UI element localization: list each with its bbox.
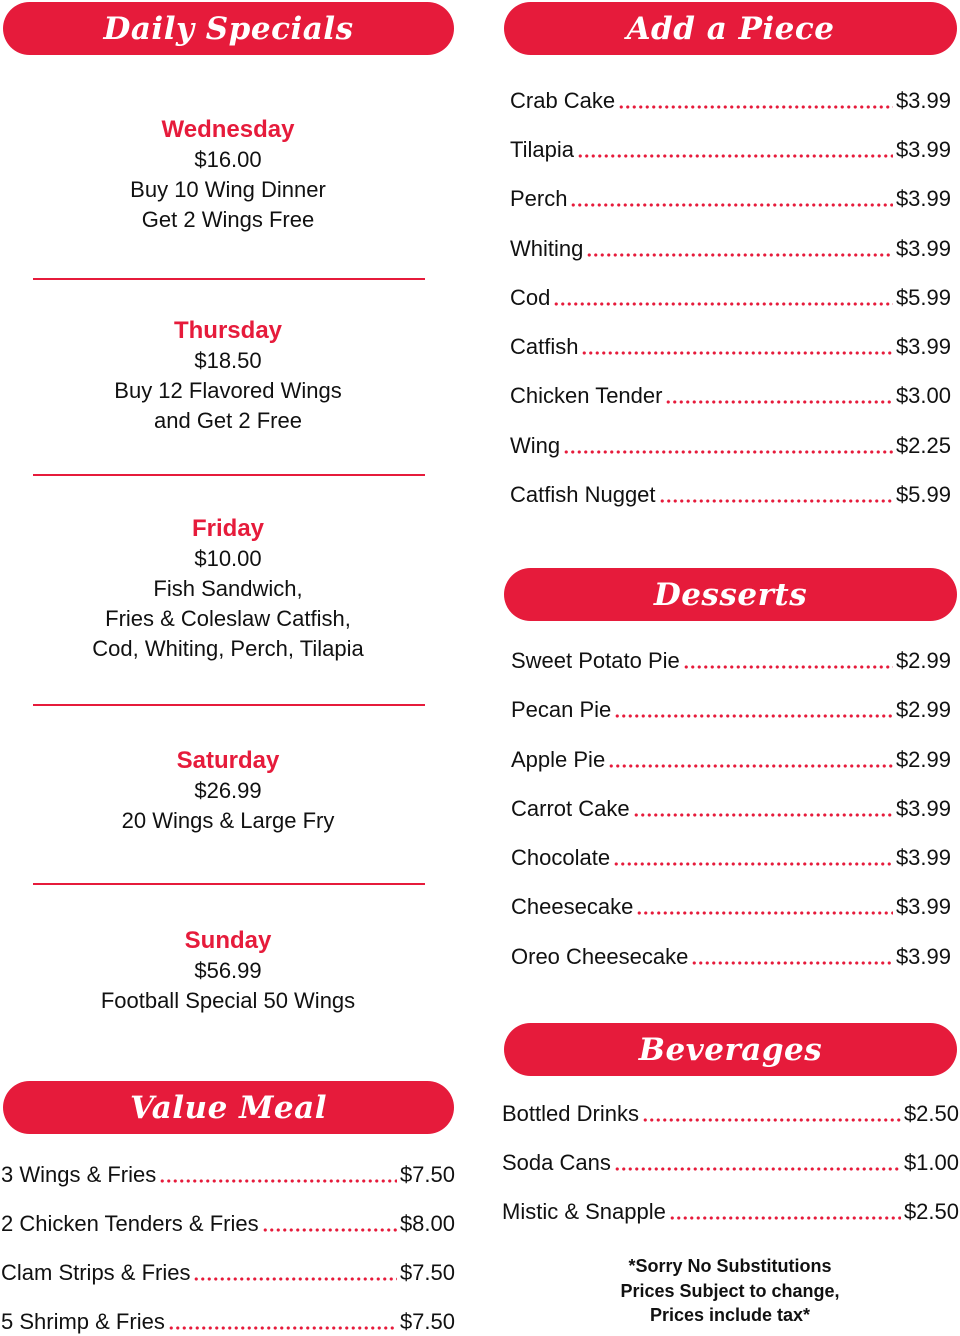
dot-leader: [683, 665, 893, 669]
special-description: Cod, Whiting, Perch, Tilapia: [92, 636, 364, 661]
special-wednesday: [20, 115, 436, 235]
dot-leader: [586, 253, 893, 257]
item-name: Bottled Drinks: [502, 1101, 639, 1126]
special-day: Wednesday: [161, 116, 295, 143]
item-name: 2 Chicken Tenders & Fries: [1, 1211, 259, 1236]
menu-item: [511, 841, 951, 871]
dot-leader: [577, 154, 893, 158]
item-price: $2.99: [895, 747, 951, 772]
item-name: Perch: [510, 186, 568, 211]
dot-leader: [608, 764, 893, 768]
item-name: Sweet Potato Pie: [511, 648, 680, 673]
menu-item: [1, 1158, 455, 1188]
special-day: Thursday: [173, 317, 283, 344]
item-name: Catfish: [510, 334, 579, 359]
menu-item: [510, 281, 951, 311]
item-price: $3.99: [895, 186, 951, 211]
dot-leader: [193, 1277, 396, 1281]
menu-item: [1, 1207, 455, 1237]
beverages-header: Beverages: [504, 1023, 957, 1076]
special-description: Buy 10 Wing Dinner: [130, 177, 326, 202]
item-name: Clam Strips & Fries: [1, 1260, 191, 1285]
dot-leader: [613, 862, 893, 866]
divider: [33, 474, 425, 476]
add-a-piece-header: Add a Piece: [504, 2, 957, 55]
menu-item: [511, 890, 951, 920]
menu-item: [502, 1097, 959, 1127]
special-friday: [20, 514, 436, 664]
dot-leader: [159, 1179, 397, 1183]
dot-leader: [563, 450, 893, 454]
dot-leader: [618, 105, 893, 109]
dot-leader: [553, 302, 893, 306]
item-name: Tilapia: [510, 137, 574, 162]
item-name: Chocolate: [511, 845, 611, 870]
note-line: Prices Subject to change,: [620, 1280, 840, 1301]
special-thursday: [20, 316, 436, 436]
menu-item: [511, 792, 951, 822]
divider: [33, 704, 425, 706]
item-price: $3.99: [895, 137, 951, 162]
special-day: Saturday: [176, 747, 280, 774]
dot-leader: [669, 1216, 901, 1220]
special-description: Football Special 50 Wings: [100, 988, 356, 1013]
item-name: Wing: [510, 433, 561, 458]
note-line: Prices include tax*: [649, 1305, 811, 1325]
menu-item: [510, 478, 951, 508]
menu-item: [510, 232, 951, 262]
item-price: $7.50: [399, 1260, 455, 1285]
special-price: $56.99: [194, 958, 262, 983]
item-name: Cod: [510, 285, 551, 310]
special-price: $18.50: [194, 348, 262, 373]
menu-item: [502, 1146, 959, 1176]
dot-leader: [659, 499, 893, 503]
special-description: Fish Sandwich,: [153, 576, 303, 601]
dot-leader: [614, 714, 893, 718]
item-price: $3.99: [895, 334, 951, 359]
item-name: Carrot Cake: [511, 796, 630, 821]
dot-leader: [691, 961, 893, 965]
menu-item: [1, 1305, 455, 1335]
menu-item: [511, 940, 951, 970]
item-name: Soda Cans: [502, 1150, 611, 1175]
menu-item: [510, 84, 951, 114]
dot-leader: [636, 911, 893, 915]
item-name: Cheesecake: [511, 894, 634, 919]
menu-item: [502, 1195, 959, 1225]
dot-leader: [665, 400, 892, 404]
item-name: Mistic & Snapple: [502, 1199, 666, 1224]
value-meal-header: Value Meal: [3, 1081, 454, 1134]
menu-item: [510, 379, 951, 409]
item-price: $3.99: [895, 845, 951, 870]
special-saturday: [20, 746, 436, 836]
dot-leader: [262, 1228, 397, 1232]
item-price: $3.99: [895, 236, 951, 261]
dot-leader: [581, 351, 892, 355]
item-name: Catfish Nugget: [510, 482, 656, 507]
special-description: 20 Wings & Large Fry: [121, 808, 335, 833]
divider: [33, 883, 425, 885]
special-sunday: [20, 926, 436, 1016]
special-day: Friday: [191, 515, 265, 542]
item-price: $2.25: [895, 433, 951, 458]
menu-notes: [500, 1254, 960, 1328]
menu-item: [511, 743, 951, 773]
item-price: $3.99: [895, 796, 951, 821]
item-price: $5.99: [895, 285, 951, 310]
special-price: $10.00: [194, 546, 262, 571]
item-price: $3.99: [895, 944, 951, 969]
menu-item: [510, 429, 951, 459]
item-price: $5.99: [895, 482, 951, 507]
menu-item: [511, 693, 951, 723]
item-name: Oreo Cheesecake: [511, 944, 689, 969]
item-name: 5 Shrimp & Fries: [1, 1309, 165, 1334]
desserts-header: Desserts: [504, 568, 957, 621]
special-description: and Get 2 Free: [154, 408, 302, 433]
item-price: $3.99: [895, 88, 951, 113]
divider: [33, 278, 425, 280]
special-day: Sunday: [184, 927, 272, 954]
special-price: $26.99: [194, 778, 262, 803]
item-price: $8.00: [399, 1211, 455, 1236]
item-price: $2.50: [903, 1101, 959, 1126]
special-description: Buy 12 Flavored Wings: [114, 378, 342, 403]
dot-leader: [642, 1118, 901, 1122]
dot-leader: [614, 1167, 901, 1171]
item-name: Pecan Pie: [511, 697, 612, 722]
item-price: $7.50: [399, 1162, 455, 1187]
daily-specials-header: Daily Specials: [3, 2, 454, 55]
menu-item: [510, 330, 951, 360]
item-name: 3 Wings & Fries: [1, 1162, 157, 1187]
item-name: Crab Cake: [510, 88, 616, 113]
item-price: $2.99: [895, 648, 951, 673]
menu-item: [510, 133, 951, 163]
dot-leader: [570, 203, 892, 207]
item-price: $3.00: [895, 383, 951, 408]
menu-item: [511, 644, 951, 674]
item-price: $1.00: [903, 1150, 959, 1175]
menu-item: [510, 182, 951, 212]
dot-leader: [168, 1326, 397, 1330]
dot-leader: [633, 813, 893, 817]
special-price: $16.00: [194, 147, 262, 172]
menu-item: [1, 1256, 455, 1286]
item-name: Whiting: [510, 236, 584, 261]
item-price: $2.50: [903, 1199, 959, 1224]
item-price: $2.99: [895, 697, 951, 722]
item-name: Apple Pie: [511, 747, 606, 772]
item-price: $3.99: [895, 894, 951, 919]
special-description: Get 2 Wings Free: [141, 207, 315, 232]
note-line: *Sorry No Substitutions: [628, 1256, 832, 1276]
item-name: Chicken Tender: [510, 383, 663, 408]
item-price: $7.50: [399, 1309, 455, 1334]
special-description: Fries & Coleslaw Catfish,: [105, 606, 351, 631]
